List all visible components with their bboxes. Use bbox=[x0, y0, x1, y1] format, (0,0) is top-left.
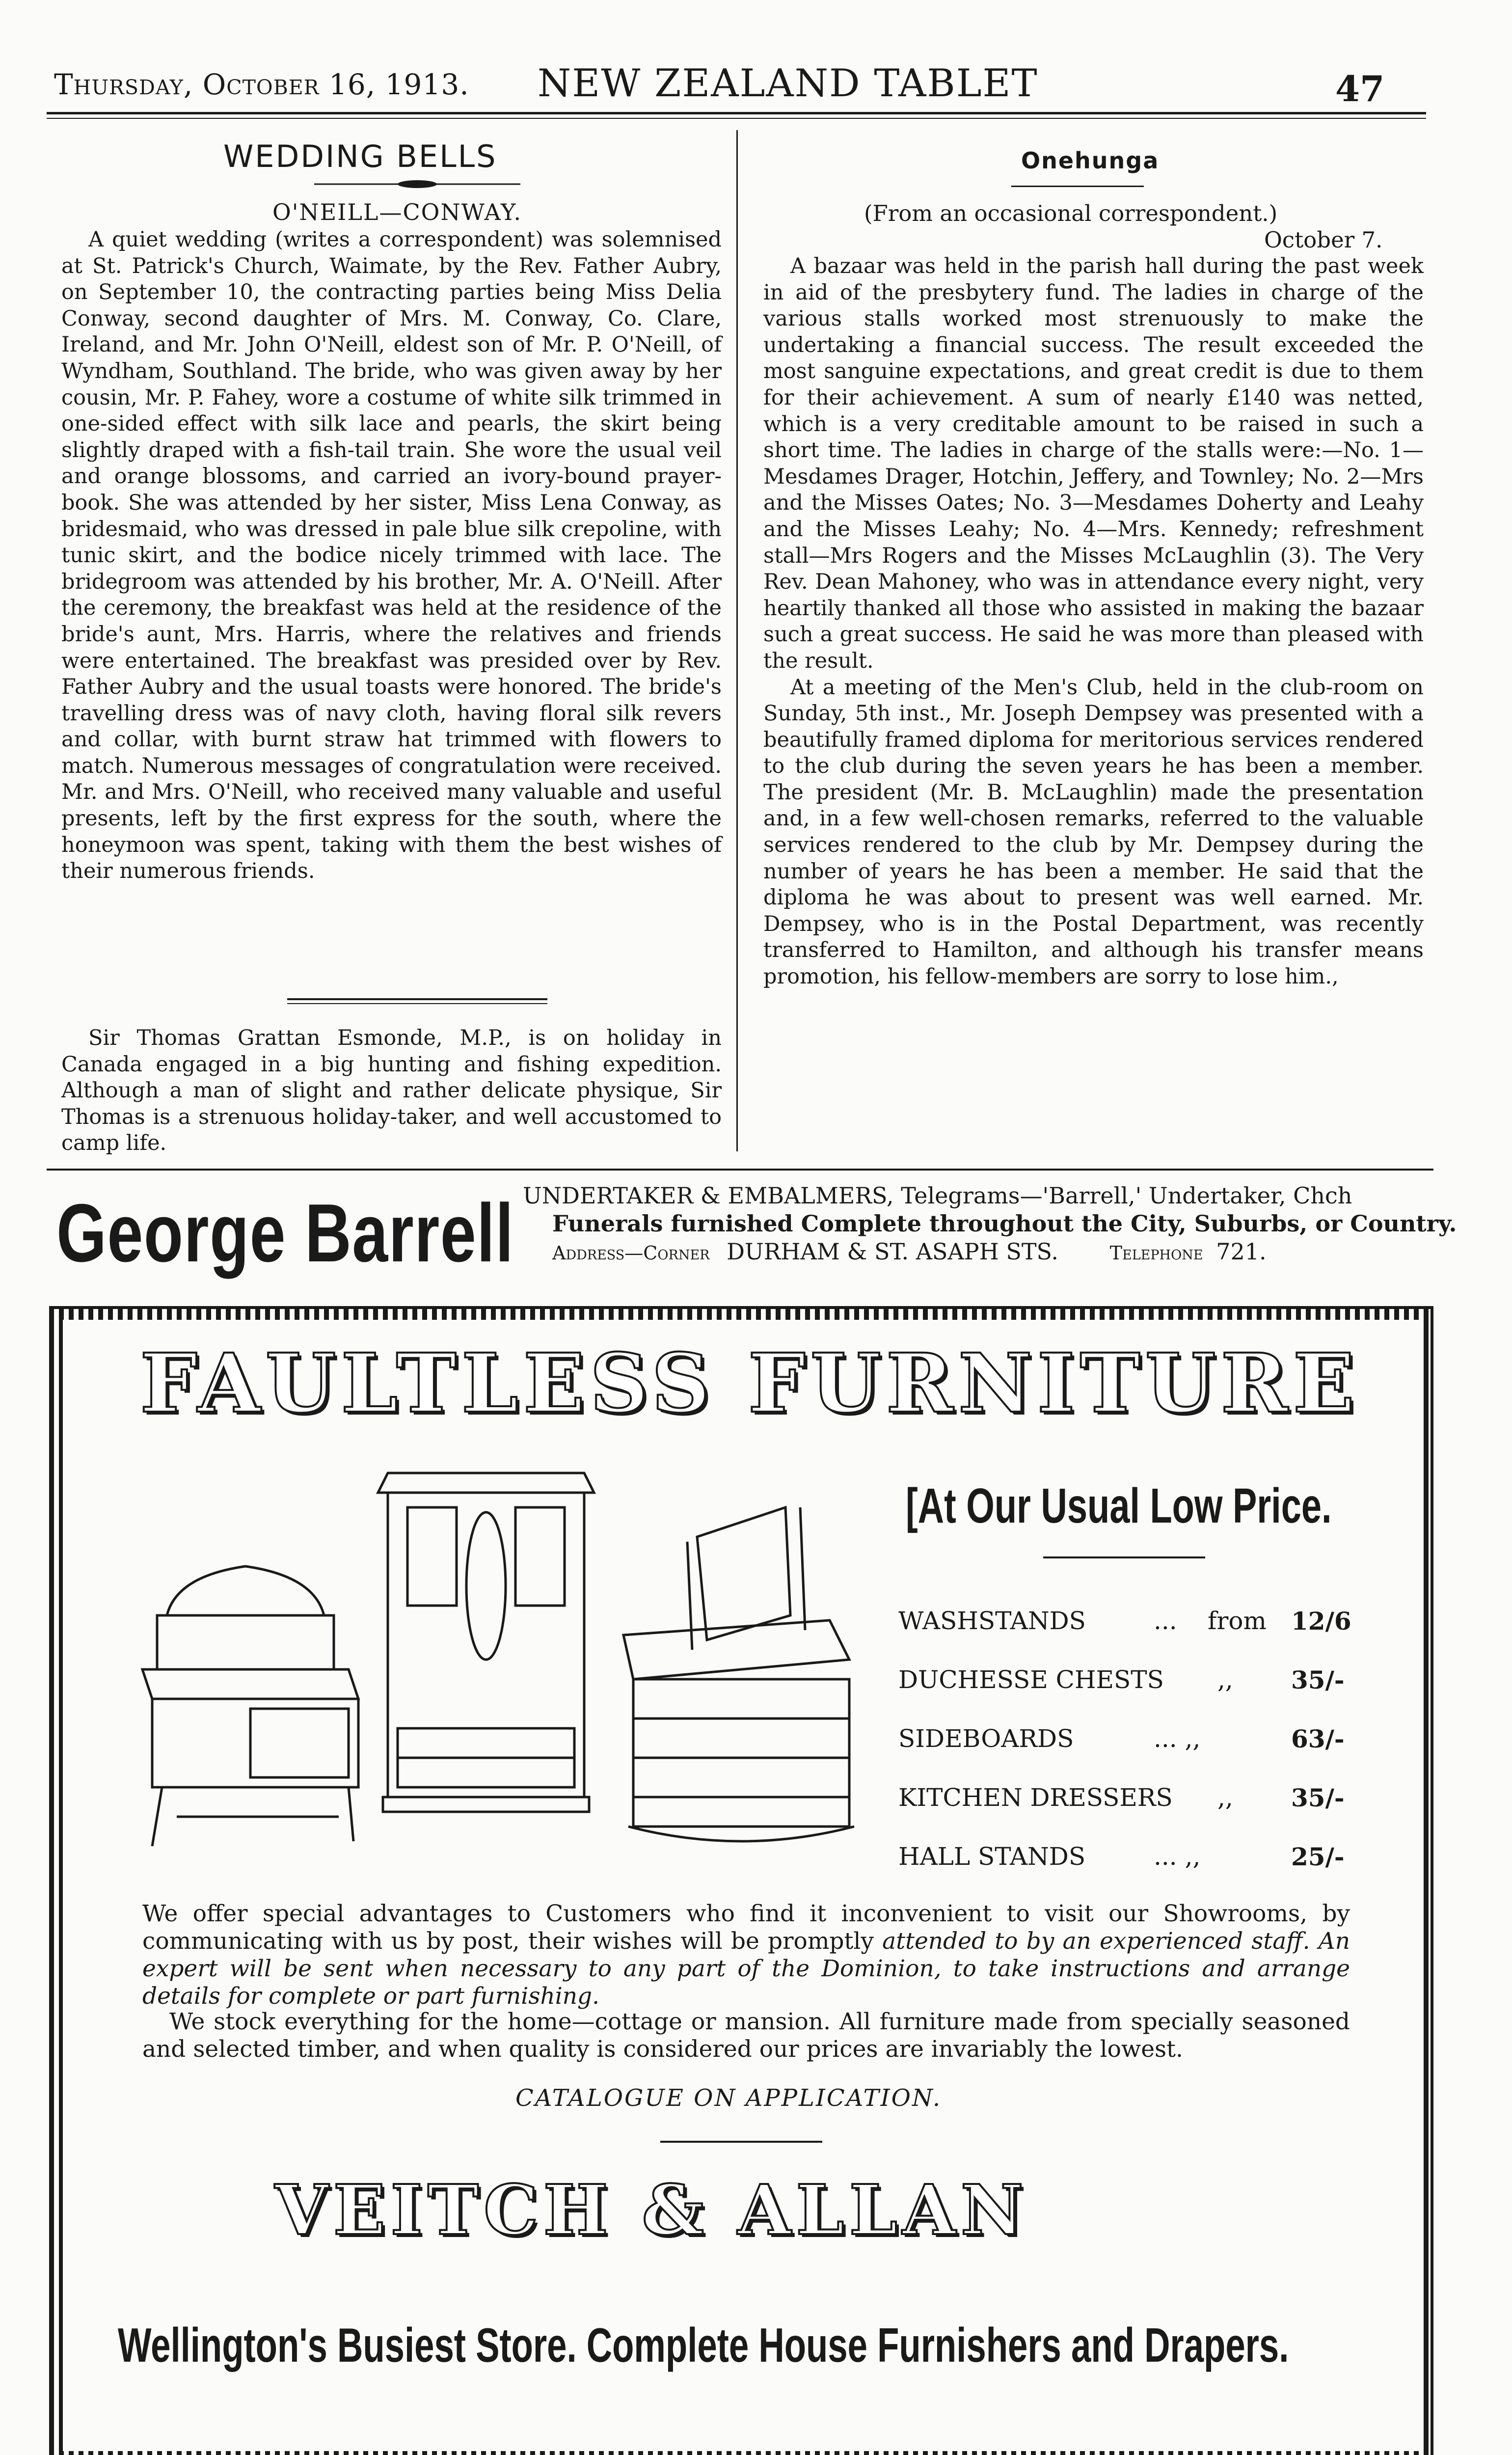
onehunga-heading: Onehunga bbox=[1021, 147, 1160, 174]
ad-paragraph-stock bbox=[142, 2008, 1350, 2063]
price-value: 25/- bbox=[1291, 1842, 1345, 1871]
furniture-illustration bbox=[133, 1453, 893, 1876]
ornament-rule bbox=[314, 179, 520, 189]
price-item: KITCHEN DRESSERS bbox=[898, 1783, 1173, 1812]
price-value: 12/6 bbox=[1291, 1607, 1351, 1636]
masthead-rule-thin bbox=[47, 118, 1426, 119]
dateline: October 7. bbox=[1264, 227, 1383, 253]
address: DURHAM & ST. ASAPH STS. bbox=[727, 1238, 1059, 1265]
price-sep: ,, bbox=[1217, 1783, 1233, 1812]
column-divider bbox=[736, 130, 738, 1151]
club-paragraph: At a meeting of the Men's Club, held in the club-room on Sunday, 5th inst., Mr. Joseph Dempsey was presented with a beautifully framed diploma for meritorious services rendered to the club during the seven years he has been a member. The president (Mr. B. McLaughlin) made the presentation and, in a few well-chosen remarks, referred to the valuable services rendered to the club by Mr. Dempsey during the number of years he has been a member. He said that the diploma he was about to present was well earned. Mr. Dempsey, who is in the Postal Department, was recently transferred to Hamilton, and although his transfer means promotion, his fellow-members are sorry to lose him., bbox=[763, 675, 1424, 989]
section-divider bbox=[287, 998, 547, 1000]
masthead-rule bbox=[47, 112, 1426, 114]
wedding-article bbox=[61, 227, 722, 885]
wedding-subheading: O'NEILL—CONWAY. bbox=[272, 199, 522, 225]
price-item: HALL STANDS bbox=[898, 1842, 1086, 1871]
price-value: 35/- bbox=[1291, 1665, 1345, 1694]
esmonde-paragraph: Sir Thomas Grattan Esmonde, M.P., is on holiday in Canada engaged in a big hunting and fishing expedition. Although a man of slight and rather delicate physique, Sir Thomas is a strenuous holiday-taker, and well accustomed to camp life. bbox=[61, 1026, 722, 1156]
telephone-number: 721. bbox=[1216, 1238, 1267, 1265]
bazaar-paragraph: A bazaar was held in the parish hall during the past week in aid of the presbytery fund. The ladies in charge of the various stalls worked most strenuously to make the undertaking a financial success. The result exceeded the most sanguine expectations, and great credit is due to them for their achievement. A sum of nearly £140 was netted, which is a very creditable amount to be raised in such a short time. The ladies in charge of the stalls were:—No. 1—Mesdames Drager, Hotchin, Jeffery, and Townley; No. 2—Mrs and the Misses Oates; No. 3—Mesdames Doherty and Leahy and the Misses Leahy; No. 4—Mrs. Kennedy; refreshment stall—Mrs Rogers and the Misses McLaughlin (3). The Very Rev. Dean Mahoney, who was in attendance every night, very heartily thanked all those who assisted in making the bazaar such a great success. He said he was more than pleased with the result. bbox=[763, 254, 1424, 673]
price-sep: ... ,, bbox=[1154, 1842, 1201, 1871]
telephone-label: Telephone bbox=[1109, 1242, 1203, 1264]
washstand-drawing bbox=[142, 1566, 358, 1846]
barrell-logo-text: George Barrell bbox=[56, 1187, 514, 1279]
wedding-paragraph: A quiet wedding (writes a correspondent) was solemnised at St. Patrick's Church, Waimate, by the Rev. Father Aubry, on September 10, the contracting parties being Miss Delia Conway, second daughter of Mrs. M. Conway, Co. Clare, Ireland, and Mr. John O'Neill, eldest son of Mr. P. O'Neill, of Wyndham, Southland. The bride, who was given away by her cousin, Mr. P. Fahey, wore a costume of white silk trimmed in one-sided effect with silk lace and pearls, the skirt being slightly draped with a fish-tail train. She wore the usual veil and orange blossoms, and carried an ivory-bound prayer-book. She was attended by her sister, Miss Lena Conway, as bridesmaid, who was dressed in pale blue silk crepoline, with tunic skirt, and the bodice nicely trimmed with lace. The bridegroom was attended by his brother, Mr. A. O'Neill. After the ceremony, the breakfast was held at the residence of the bride's aunt, Mrs. Harris, where the relatives and friends were entertained. The breakfast was presided over by Rev. Father Aubry and the usual toasts were honored. The bride's travelling dress was of navy cloth, having floral silk revers and collar, with burnt straw hat trimmed with flowers to match. Numerous messages of congratulation were received. Mr. and Mrs. O'Neill, who received many valuable and useful presents, left by the first express for the south, where the honeymoon was spent, taking with them the best wishes of their numerous friends. bbox=[61, 227, 722, 884]
newspaper-title: NEW ZEALAND TABLET bbox=[538, 61, 1038, 106]
price-sep: ,, bbox=[1217, 1665, 1233, 1694]
issue-date: Thursday, October 16, 1913. bbox=[54, 68, 469, 101]
tagline: [At Our Usual Low Price. bbox=[906, 1478, 1332, 1533]
catalogue-rule bbox=[660, 2141, 822, 2143]
price-sep: ... ,, bbox=[1154, 1724, 1201, 1753]
price-value: 35/- bbox=[1291, 1783, 1345, 1812]
barrell-funerals: Funerals furnished Complete throughout the City, Suburbs, or Country. bbox=[552, 1210, 1457, 1237]
barrell-services: UNDERTAKER & EMBALMERS, Telegrams—'Barrell,' Undertaker, Chch bbox=[523, 1182, 1352, 1209]
barrell-address-line bbox=[552, 1238, 1267, 1265]
duchesse-chest-drawing bbox=[623, 1507, 854, 1841]
tagline-rule bbox=[1043, 1556, 1205, 1558]
price-item: WASHSTANDS bbox=[898, 1607, 1086, 1635]
ad-post-text bbox=[142, 1900, 1350, 2010]
wedding-bells-heading: WEDDING BELLS bbox=[223, 138, 497, 174]
byline: (From an occasional correspondent.) bbox=[864, 200, 1278, 226]
price-item: SIDEBOARDS bbox=[898, 1724, 1074, 1753]
ad-post-plain: We offer special advantages to Customers who find it inconvenient to visit our Showrooms, by communicating with us by post, their wishes will be promptly bbox=[142, 1900, 1350, 1955]
ad-paragraph-post bbox=[142, 1900, 1350, 2010]
heading-rule bbox=[1011, 186, 1144, 187]
price-sep: ... bbox=[1154, 1607, 1177, 1635]
catalogue-notice: CATALOGUE ON APPLICATION. bbox=[515, 2084, 942, 2112]
address-label: Address—Corner bbox=[552, 1242, 710, 1264]
section-divider-thin bbox=[287, 1003, 547, 1004]
price-item: DUCHESSE CHESTS bbox=[898, 1665, 1164, 1694]
page-number: 47 bbox=[1335, 68, 1385, 109]
wardrobe-drawing bbox=[378, 1473, 594, 1812]
ad-post-italic: attended to by an experienced staff. An expert will be sent when necessary to any part of the Dominion, to take instructions and arrange details for complete or part furnishing. bbox=[142, 1928, 1350, 2010]
price-from: from bbox=[1208, 1607, 1267, 1635]
ad-top-rule bbox=[47, 1169, 1433, 1171]
price-value: 63/- bbox=[1291, 1724, 1345, 1753]
veitch-allan-logo: VEITCH & ALLAN bbox=[275, 2170, 1028, 2251]
store-slogan: Wellington's Busiest Store. Complete House Furnishers and Drapers. bbox=[118, 2318, 1289, 2372]
onehunga-article bbox=[763, 253, 1424, 990]
esmonde-article bbox=[61, 1025, 722, 1157]
ad-stock-text: We stock everything for the home—cottage or mansion. All furniture made from specially seasoned and selected timber, and when quality is considered our prices are invariably the lowest. bbox=[142, 2008, 1350, 2063]
faultless-furniture-title: FAULTLESS FURNITURE bbox=[140, 1336, 1360, 1431]
